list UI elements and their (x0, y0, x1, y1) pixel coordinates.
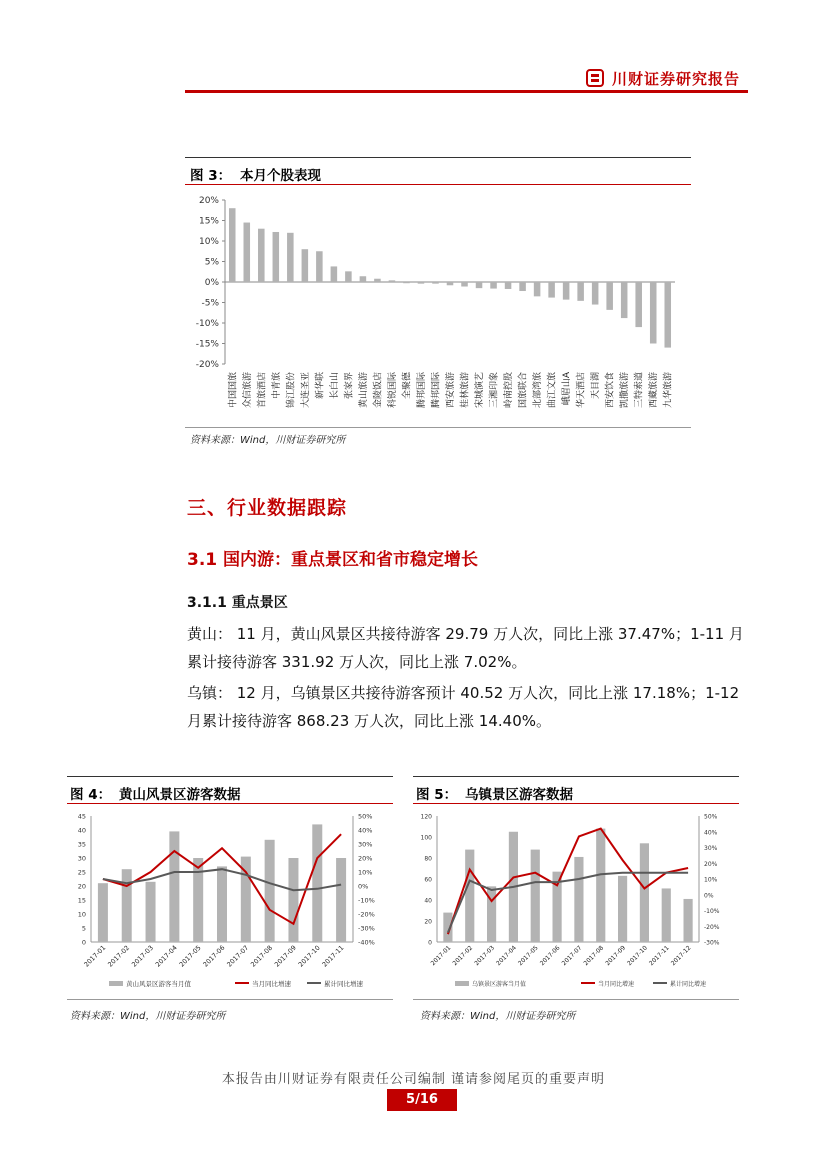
fig5-cumulative-yoy-line (448, 873, 688, 933)
fig3-bar (418, 282, 425, 284)
fig3-y-tick-label: -5% (201, 298, 219, 309)
fig3-bar (635, 282, 642, 327)
fig4-bar (169, 831, 179, 942)
fig4-left-tick-label: 35 (77, 840, 86, 849)
fig5-x-label: 2017-12 (669, 944, 693, 968)
fig4-x-label: 2017-09 (272, 943, 298, 969)
fig3-y-tick-label: 15% (198, 216, 219, 227)
fig3-source: 资料来源：Wind，川财证券研究所 (190, 435, 346, 446)
fig5-bar (531, 850, 540, 942)
fig4-right-tick-label: -40% (358, 938, 375, 947)
fig5-x-label: 2017-07 (560, 944, 584, 968)
fig5-legend-bar-label: 乌镇景区游客当月值 (472, 981, 527, 988)
fig5-left-tick-label: 0 (428, 939, 432, 947)
fig3-x-label: 长白山 (329, 372, 340, 400)
fig5-source: 资料来源：Wind，川财证券研究所 (420, 1011, 576, 1022)
fig4-bar (288, 858, 298, 942)
fig4-right-tick-label: -30% (358, 924, 375, 933)
fig3-x-label: 天目湖 (591, 372, 602, 400)
company-logo-icon (586, 69, 604, 87)
fig3-bar (432, 282, 439, 284)
page-number: 5/16 (387, 1089, 457, 1111)
fig4-right-tick-label: 50% (358, 812, 373, 821)
fig5-right-tick-label: 30% (704, 845, 718, 852)
fig4-top-rule (67, 776, 393, 777)
fig3-bar (258, 229, 265, 282)
huangshan-paragraph: 黄山： 11 月，黄山风景区共接待游客 29.79 万人次，同比上涨 37.47%；1-11 月累计接待游客 331.92 万人次，同比上涨 7.02%。 (187, 625, 744, 671)
fig3-bar (244, 223, 251, 282)
fig3-bar (447, 282, 454, 285)
fig5-bar (683, 899, 692, 942)
fig4-label: 图 4： (70, 787, 112, 803)
fig5-left-tick-label: 60 (424, 876, 432, 884)
fig3-x-label: 中国国旅 (228, 372, 239, 409)
fig3-bar (606, 282, 613, 310)
fig4-bar (146, 882, 156, 942)
fig5-right-tick-label: -10% (704, 908, 720, 915)
fig5-left-tick-label: 80 (424, 855, 432, 863)
report-header-title: 川财证券研究报告 (612, 70, 741, 88)
fig3-x-label: 锦江股份 (286, 372, 297, 409)
fig5-right-tick-label: 0% (704, 892, 714, 900)
fig4-bar (98, 883, 108, 942)
fig5-bar (640, 843, 649, 942)
fig3-x-label: 西藏旅游 (649, 372, 660, 409)
footer-disclaimer: 本报告由川财证券有限责任公司编制 谨请参阅尾页的重要声明 (221, 1072, 606, 1087)
fig5-bar (465, 850, 474, 942)
fig3-bar (621, 282, 628, 318)
fig3-x-label: 西安旅游 (446, 372, 456, 409)
fig3-bar (534, 282, 541, 296)
fig4-x-label: 2017-10 (296, 943, 322, 969)
fig5-x-label: 2017-04 (495, 944, 518, 968)
fig5-right-tick-label: 20% (704, 860, 718, 868)
fig4-x-label: 2017-06 (201, 943, 227, 969)
fig5-legend-bar-swatch (455, 981, 469, 986)
fig3-y-tick-label: -15% (195, 339, 219, 350)
fig3-title-rule (185, 184, 691, 185)
fig3-bar (519, 282, 526, 291)
fig3-x-label: 张家界 (344, 372, 355, 400)
fig3-bar-chart (185, 188, 691, 426)
fig5-right-tick-label: 40% (704, 829, 718, 837)
fig4-left-tick-label: 0 (81, 938, 86, 947)
fig4-source: 资料来源：Wind，川财证券研究所 (70, 1011, 226, 1022)
fig5-x-label: 2017-01 (429, 944, 453, 968)
fig4-bar (265, 840, 275, 942)
fig4-title-rule (67, 803, 393, 804)
fig3-x-label: 中青旅 (271, 372, 282, 400)
fig4-right-tick-label: 20% (358, 854, 373, 863)
fig3-bar (374, 279, 381, 282)
fig3-x-label: 宋城演艺 (475, 372, 486, 409)
fig3-x-label: 科锐国际 (387, 372, 398, 409)
fig4-bottom-rule (67, 999, 393, 1000)
fig4-left-tick-label: 5 (81, 924, 86, 933)
fig4-x-label: 2017-07 (225, 943, 251, 969)
fig5-legend-cumulative-label: 累计同比增速 (670, 981, 707, 988)
fig4-left-tick-label: 20 (77, 882, 86, 891)
fig5-right-tick-label: 10% (704, 876, 718, 884)
fig4-x-label: 2017-08 (249, 943, 275, 969)
fig3-x-label: 众信旅游 (242, 372, 253, 409)
fig4-right-tick-label: -10% (358, 896, 375, 905)
fig3-x-label: 三特索道 (634, 372, 645, 409)
fig3-bar (592, 282, 599, 305)
fig3-x-label: 桂林旅游 (460, 372, 471, 409)
fig3-x-label: 全聚德 (402, 372, 413, 400)
fig3-bar (403, 282, 410, 283)
fig3-x-label: 九华旅游 (663, 372, 674, 409)
fig3-x-label: 金陵饭店 (373, 372, 384, 409)
section-3-1-heading: 3.1 国内游：重点景区和省市稳定增长 (187, 550, 479, 570)
fig4-x-label: 2017-02 (106, 943, 132, 969)
fig5-x-label: 2017-06 (538, 944, 562, 968)
fig5-x-label: 2017-09 (604, 944, 627, 968)
fig4-left-tick-label: 45 (77, 812, 86, 821)
fig5-left-tick-label: 40 (424, 897, 432, 905)
section-3-1-1-heading: 3.1.1 重点景区 (187, 595, 288, 611)
fig3-bar (664, 282, 671, 348)
fig4-x-label: 2017-01 (82, 943, 108, 969)
fig5-label: 图 5： (416, 787, 458, 803)
fig3-label: 图 3： (190, 168, 232, 184)
fig5-legend-monthly-label: 当月同比增速 (598, 981, 635, 988)
fig4-right-tick-label: 40% (358, 826, 373, 835)
fig3-bar (302, 249, 309, 282)
fig5-left-tick-label: 120 (420, 813, 432, 821)
fig4-bar (122, 869, 132, 942)
wuzhen-paragraph: 乌镇： 12 月，乌镇景区共接待游客预计 40.52 万人次，同比上涨 17.18%；1-12 月累计接待游客 868.23 万人次，同比上涨 14.40%。 (187, 684, 740, 730)
fig3-bar (287, 233, 294, 282)
fig3-x-label: 三湘印象 (489, 372, 500, 409)
fig5-combo-chart (413, 806, 739, 996)
fig3-y-tick-label: 20% (198, 196, 219, 206)
fig3-bar (331, 266, 338, 282)
fig4-left-tick-label: 30 (77, 854, 86, 863)
fig4-bar (312, 824, 322, 942)
fig3-bar (345, 271, 352, 282)
fig4-legend-bar-swatch (109, 981, 123, 986)
fig4-legend-bar-label: 黄山风景区游客当月值 (126, 980, 191, 988)
fig3-x-label: 首旅酒店 (257, 372, 268, 409)
fig4-left-tick-label: 15 (77, 896, 86, 905)
fig3-bar (548, 282, 555, 298)
fig5-title: 乌镇景区游客数据 (465, 787, 573, 803)
section-3-heading: 三、行业数据跟踪 (187, 497, 348, 519)
fig4-legend-cumulative-label: 累计同比增速 (324, 980, 363, 988)
fig4-left-tick-label: 25 (77, 868, 86, 877)
fig3-bar (505, 282, 512, 289)
fig3-x-label: 华天酒店 (576, 372, 587, 409)
fig3-x-label: 岭南控股 (504, 372, 515, 409)
fig4-combo-chart (67, 806, 393, 996)
fig3-x-label: 北部湾旅 (533, 372, 544, 409)
fig3-y-tick-label: 5% (204, 257, 219, 268)
fig4-legend-monthly-label: 当月同比增速 (252, 980, 291, 988)
header-rule (185, 90, 748, 93)
fig5-bottom-rule (413, 999, 739, 1000)
fig5-x-label: 2017-08 (582, 944, 606, 968)
fig4-left-tick-label: 40 (77, 826, 86, 835)
fig5-x-label: 2017-10 (626, 944, 649, 968)
fig4-x-label: 2017-03 (130, 943, 155, 969)
fig5-right-tick-label: -20% (704, 923, 720, 931)
fig3-bar (476, 282, 483, 288)
fig5-bar (662, 888, 671, 942)
fig3-x-label: 腾邦国际 (416, 372, 427, 409)
fig5-x-label: 2017-11 (647, 944, 671, 968)
fig3-bar (461, 282, 468, 287)
fig3-x-label: 凯撒旅游 (620, 372, 631, 409)
fig3-y-tick-label: 0% (204, 278, 219, 288)
fig3-title: 本月个股表现 (240, 168, 321, 184)
fig3-x-label: 黄山旅游 (358, 372, 369, 409)
fig3-y-tick-label: -10% (195, 319, 219, 329)
fig3-bar (273, 232, 280, 282)
fig3-x-label: 腾邦国际 (431, 372, 442, 409)
fig4-right-tick-label: 30% (358, 840, 373, 849)
fig3-bottom-rule (185, 427, 691, 428)
fig5-x-label: 2017-03 (473, 944, 496, 968)
fig4-x-label: 2017-11 (320, 943, 346, 969)
fig3-bar (389, 280, 396, 282)
fig3-bar (563, 282, 570, 300)
fig4-x-label: 2017-04 (153, 943, 179, 969)
fig5-title-rule (413, 803, 739, 804)
fig4-right-tick-label: 0% (358, 882, 369, 891)
fig3-bar (650, 282, 657, 344)
fig5-left-tick-label: 20 (424, 918, 432, 926)
fig3-bar (360, 276, 367, 282)
fig5-bar (596, 829, 605, 942)
fig5-bar (618, 876, 627, 942)
fig3-bar (490, 282, 497, 289)
fig5-right-tick-label: -30% (704, 939, 720, 947)
fig4-left-tick-label: 10 (77, 910, 86, 919)
fig3-y-tick-label: -20% (195, 360, 219, 370)
fig3-x-label: 大连圣亚 (300, 372, 311, 409)
fig5-x-label: 2017-02 (451, 944, 475, 968)
fig5-left-tick-label: 100 (420, 834, 432, 842)
fig3-x-label: 峨眉山A (562, 372, 573, 406)
fig5-top-rule (413, 776, 739, 777)
fig4-x-label: 2017-05 (177, 943, 203, 969)
fig3-x-label: 新华联 (315, 372, 326, 400)
fig3-y-tick-label: 10% (198, 237, 219, 247)
fig3-x-label: 国旅联合 (518, 372, 529, 409)
fig4-right-tick-label: 10% (358, 868, 373, 877)
fig3-x-label: 西安饮食 (605, 372, 616, 409)
fig3-bar (229, 208, 236, 282)
fig4-title: 黄山风景区游客数据 (119, 787, 241, 803)
fig3-top-rule (185, 157, 691, 158)
fig4-bar (217, 866, 227, 942)
fig3-bar (316, 251, 323, 282)
fig3-bar (577, 282, 584, 301)
fig4-bar (336, 858, 346, 942)
fig5-x-label: 2017-05 (516, 944, 540, 968)
fig4-right-tick-label: -20% (358, 910, 375, 919)
fig3-x-label: 曲江文旅 (547, 372, 558, 409)
fig5-right-tick-label: 50% (704, 813, 718, 821)
fig5-bar (574, 857, 583, 942)
